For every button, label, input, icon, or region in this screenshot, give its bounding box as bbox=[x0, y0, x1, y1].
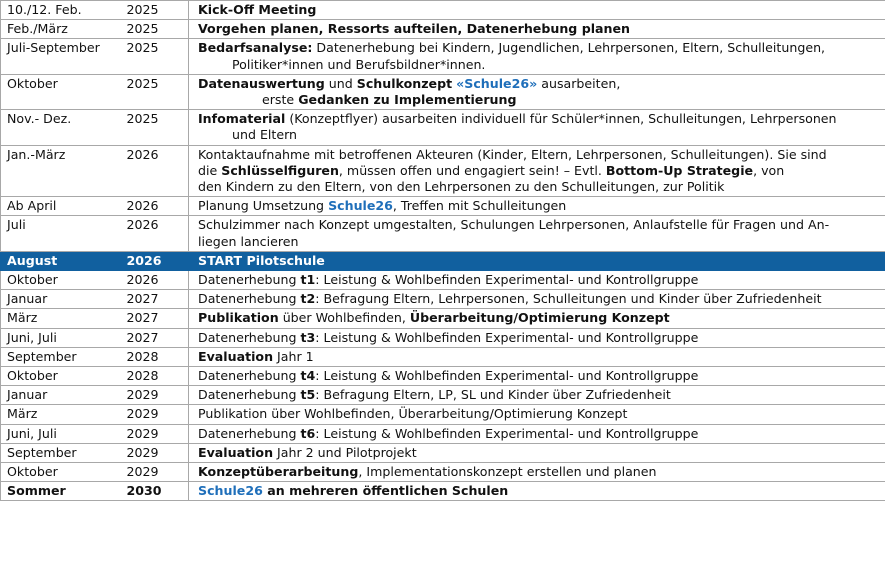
table-row bbox=[1, 443, 885, 462]
date-cell: Juli-September bbox=[1, 39, 121, 74]
table-row bbox=[1, 271, 885, 290]
year-cell: 2029 bbox=[121, 443, 189, 462]
date-cell: Juni, Juli bbox=[1, 328, 121, 347]
year-cell: 2028 bbox=[121, 367, 189, 386]
date-cell: Ab April bbox=[1, 197, 121, 216]
year-cell: 2029 bbox=[121, 386, 189, 405]
table-row bbox=[1, 424, 885, 443]
year-cell: 2025 bbox=[121, 110, 189, 145]
year-cell: 2026 bbox=[121, 251, 189, 270]
date-cell: September bbox=[1, 347, 121, 366]
description-cell: Evaluation Jahr 2 und Pilotprojekt bbox=[189, 443, 885, 462]
table-row bbox=[1, 39, 885, 74]
year-cell: 2026 bbox=[121, 271, 189, 290]
description-cell: Konzeptüberarbeitung, Implementationskonzept erstellen und planen bbox=[189, 463, 885, 482]
description-cell: Datenerhebung t4: Leistung & Wohlbefinden Experimental- und Kontrollgruppe bbox=[189, 367, 885, 386]
year-cell: 2025 bbox=[121, 20, 189, 39]
date-cell: Sommer bbox=[1, 482, 121, 501]
date-cell: August bbox=[1, 251, 121, 270]
description-cell: Planung Umsetzung Schule26, Treffen mit Schulleitungen bbox=[189, 197, 885, 216]
date-cell: Oktober bbox=[1, 463, 121, 482]
table-row bbox=[1, 309, 885, 328]
date-cell: 10./12. Feb. bbox=[1, 1, 121, 20]
table-row bbox=[1, 290, 885, 309]
year-cell: 2027 bbox=[121, 290, 189, 309]
description-cell: Datenauswertung und Schulkonzept «Schule26» ausarbeiten, erste Gedanken zu Implementierung bbox=[189, 74, 885, 109]
description-cell: Datenerhebung t5: Befragung Eltern, LP, SL und Kinder über Zufriedenheit bbox=[189, 386, 885, 405]
year-cell: 2028 bbox=[121, 347, 189, 366]
description-cell: Schulzimmer nach Konzept umgestalten, Schulungen Lehrpersonen, Anlaufstelle für Fragen und An- liegen lancieren bbox=[189, 216, 885, 251]
year-cell: 2030 bbox=[121, 482, 189, 501]
year-cell: 2025 bbox=[121, 1, 189, 20]
year-cell: 2026 bbox=[121, 216, 189, 251]
year-cell: 2026 bbox=[121, 197, 189, 216]
year-cell: 2029 bbox=[121, 405, 189, 424]
date-cell: Feb./März bbox=[1, 20, 121, 39]
table-row bbox=[1, 367, 885, 386]
table-row bbox=[1, 405, 885, 424]
description-cell: Datenerhebung t6: Leistung & Wohlbefinden Experimental- und Kontrollgruppe bbox=[189, 424, 885, 443]
table-row bbox=[1, 482, 885, 501]
date-cell: Juli bbox=[1, 216, 121, 251]
date-cell: Oktober bbox=[1, 367, 121, 386]
date-cell: Oktober bbox=[1, 74, 121, 109]
table-row bbox=[1, 20, 885, 39]
schule26-link: «Schule26» bbox=[456, 75, 538, 91]
date-cell: September bbox=[1, 443, 121, 462]
year-cell: 2029 bbox=[121, 463, 189, 482]
schule26-link: Schule26 bbox=[198, 483, 263, 499]
date-cell: Juni, Juli bbox=[1, 424, 121, 443]
table-row bbox=[1, 145, 885, 197]
schule26-link: Schule26 bbox=[328, 198, 393, 214]
date-cell: Nov.- Dez. bbox=[1, 110, 121, 145]
table-row bbox=[1, 197, 885, 216]
description-cell: Datenerhebung t2: Befragung Eltern, Lehrpersonen, Schulleitungen und Kinder über Zufriedenheit bbox=[189, 290, 885, 309]
table-row bbox=[1, 1, 885, 20]
description-cell: Infomaterial (Konzeptflyer) ausarbeiten individuell für Schüler*innen, Schulleitungen, Lehrpersonen und Eltern bbox=[189, 110, 885, 145]
description-cell: Publikation über Wohlbefinden, Überarbeitung/Optimierung Konzept bbox=[189, 405, 885, 424]
table-row bbox=[1, 386, 885, 405]
description-cell: Evaluation Jahr 1 bbox=[189, 347, 885, 366]
year-cell: 2027 bbox=[121, 309, 189, 328]
date-cell: Jan.-März bbox=[1, 145, 121, 197]
description-cell: Datenerhebung t1: Leistung & Wohlbefinden Experimental- und Kontrollgruppe bbox=[189, 271, 885, 290]
year-cell: 2025 bbox=[121, 74, 189, 109]
description-cell: Publikation über Wohlbefinden, Überarbeitung/Optimierung Konzept bbox=[189, 309, 885, 328]
description-cell: Kontaktaufnahme mit betroffenen Akteuren (Kinder, Eltern, Lehrpersonen, Schulleitungen). Sie sind die Schlüsselfiguren, müssen offen und engagiert sein! – Evtl. Bottom-Up Strategie, von den Kindern zu den Eltern, von den Lehrpersonen zu den Schulleitungen, zur Politik bbox=[189, 145, 885, 197]
highlight-row bbox=[1, 251, 885, 270]
year-cell: 2027 bbox=[121, 328, 189, 347]
table-row bbox=[1, 463, 885, 482]
year-cell: 2026 bbox=[121, 145, 189, 197]
year-cell: 2025 bbox=[121, 39, 189, 74]
date-cell: Oktober bbox=[1, 271, 121, 290]
year-cell: 2029 bbox=[121, 424, 189, 443]
table-row bbox=[1, 328, 885, 347]
date-cell: März bbox=[1, 405, 121, 424]
date-cell: Januar bbox=[1, 290, 121, 309]
table-row bbox=[1, 74, 885, 109]
description-cell: Vorgehen planen, Ressorts aufteilen, Datenerhebung planen bbox=[189, 20, 885, 39]
description-cell: Schule26 an mehreren öffentlichen Schulen bbox=[189, 482, 885, 501]
description-cell: Kick-Off Meeting bbox=[189, 1, 885, 20]
table-row bbox=[1, 216, 885, 251]
description-cell: Bedarfsanalyse: Datenerhebung bei Kindern, Jugendlichen, Lehrpersonen, Eltern, Schulleitungen, Politiker*innen und Berufsbildner*innen. bbox=[189, 39, 885, 74]
description-cell: Datenerhebung t3: Leistung & Wohlbefinden Experimental- und Kontrollgruppe bbox=[189, 328, 885, 347]
table-row bbox=[1, 110, 885, 145]
table-row bbox=[1, 347, 885, 366]
description-cell: START Pilotschule bbox=[189, 251, 885, 270]
date-cell: März bbox=[1, 309, 121, 328]
date-cell: Januar bbox=[1, 386, 121, 405]
